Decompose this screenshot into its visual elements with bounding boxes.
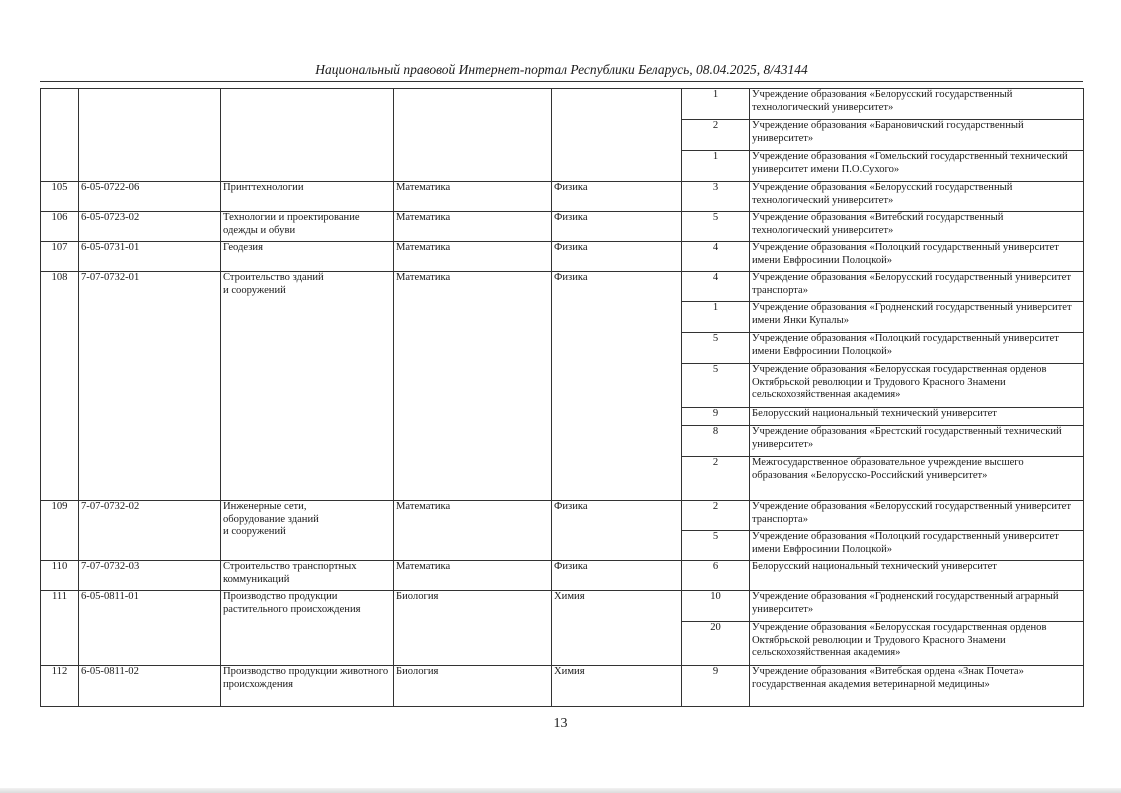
institution-name: Учреждение образования «Гродненский государственный университет имени Янки Купалы» (750, 302, 1084, 333)
row-number: 110 (41, 561, 79, 591)
row-number (41, 89, 79, 182)
subject-2: Физика (552, 212, 682, 242)
institution-name: Белорусский национальный технический университет (750, 408, 1084, 426)
admission-plan: 20 (682, 622, 750, 666)
row-number: 111 (41, 591, 79, 666)
subject-2: Физика (552, 182, 682, 212)
admission-plan: 5 (682, 531, 750, 561)
subject-2: Физика (552, 242, 682, 272)
institution-name: Учреждение образования «Полоцкий государственный университет имени Евфросинии Полоцкой» (750, 242, 1084, 272)
specialty-name: Производство продукции животного происхождения (221, 666, 394, 707)
specialty-code: 6-05-0722-06 (79, 182, 221, 212)
admission-plan: 1 (682, 302, 750, 333)
subject-1: Математика (394, 212, 552, 242)
table-row (41, 591, 1084, 622)
table-row (41, 272, 1084, 302)
specialty-name: Технологии и проектирование одежды и обуви (221, 212, 394, 242)
institution-name: Учреждение образования «Полоцкий государственный университет имени Евфросинии Полоцкой» (750, 333, 1084, 364)
table-row (41, 242, 1084, 272)
institution-name: Учреждение образования «Белорусский государственный технологический университет» (750, 182, 1084, 212)
specialty-code: 6-05-0811-01 (79, 591, 221, 666)
admission-plan: 4 (682, 242, 750, 272)
institution-name: Учреждение образования «Белорусская государственная орденов Октябрьской революции и Трудового Красного Знамени сельскохозяйственная академия» (750, 622, 1084, 666)
admission-plan: 2 (682, 501, 750, 531)
specialty-code: 6-05-0731-01 (79, 242, 221, 272)
subject-2 (552, 89, 682, 182)
admission-plan: 4 (682, 272, 750, 302)
subject-1: Математика (394, 272, 552, 501)
admission-plan: 6 (682, 561, 750, 591)
admission-plan: 8 (682, 426, 750, 457)
subject-1: Математика (394, 561, 552, 591)
subject-1: Биология (394, 591, 552, 666)
row-number: 112 (41, 666, 79, 707)
specialty-name: Принттехнологии (221, 182, 394, 212)
specialty-code (79, 89, 221, 182)
table-row (41, 89, 1084, 120)
institution-name: Учреждение образования «Гомельский государственный технический университет имени П.О.Сухого» (750, 151, 1084, 182)
admission-plan: 1 (682, 89, 750, 120)
institution-name: Учреждение образования «Барановичский государственный университет» (750, 120, 1084, 151)
page-header: Национальный правовой Интернет-портал Республики Беларусь, 08.04.2025, 8/43144 (40, 62, 1083, 82)
institution-name: Учреждение образования «Витебский государственный технологический университет» (750, 212, 1084, 242)
specialty-code: 6-05-0811-02 (79, 666, 221, 707)
specialty-name: Производство продукции растительного происхождения (221, 591, 394, 666)
table-row (41, 666, 1084, 707)
specialty-name (221, 89, 394, 182)
subject-2: Физика (552, 561, 682, 591)
row-number: 107 (41, 242, 79, 272)
admission-plan: 5 (682, 333, 750, 364)
admission-plan: 5 (682, 364, 750, 408)
admission-plan: 3 (682, 182, 750, 212)
institution-name: Учреждение образования «Гродненский государственный аграрный университет» (750, 591, 1084, 622)
row-number: 108 (41, 272, 79, 501)
subject-1: Математика (394, 242, 552, 272)
row-number: 105 (41, 182, 79, 212)
specialties-table (40, 88, 1084, 707)
specialty-code: 6-05-0723-02 (79, 212, 221, 242)
admission-plan: 9 (682, 666, 750, 707)
subject-2: Химия (552, 666, 682, 707)
table-row (41, 561, 1084, 591)
admission-plan: 5 (682, 212, 750, 242)
subject-1: Математика (394, 501, 552, 561)
table-row (41, 182, 1084, 212)
specialty-name: Геодезия (221, 242, 394, 272)
specialty-name: Строительство транспортных коммуникаций (221, 561, 394, 591)
institution-name: Межгосударственное образовательное учреждение высшего образования «Белорусско-Российский университет» (750, 457, 1084, 501)
scan-edge (0, 788, 1121, 793)
institution-name: Учреждение образования «Белорусский государственный университет транспорта» (750, 501, 1084, 531)
row-number: 109 (41, 501, 79, 561)
subject-1: Математика (394, 182, 552, 212)
subject-2: Физика (552, 272, 682, 501)
specialty-code: 7-07-0732-02 (79, 501, 221, 561)
institution-name: Белорусский национальный технический университет (750, 561, 1084, 591)
row-number: 106 (41, 212, 79, 242)
admission-plan: 2 (682, 120, 750, 151)
specialty-name: Строительство зданий и сооружений (221, 272, 394, 501)
subject-1 (394, 89, 552, 182)
institution-name: Учреждение образования «Белорусский государственный технологический университет» (750, 89, 1084, 120)
table-row (41, 212, 1084, 242)
institution-name: Учреждение образования «Белорусская государственная орденов Октябрьской революции и Трудового Красного Знамени сельскохозяйственная академия» (750, 364, 1084, 408)
admission-plan: 1 (682, 151, 750, 182)
admission-plan: 2 (682, 457, 750, 501)
subject-2: Химия (552, 591, 682, 666)
institution-name: Учреждение образования «Полоцкий государственный университет имени Евфросинии Полоцкой» (750, 531, 1084, 561)
specialty-name: Инженерные сети, оборудование зданий и сооружений (221, 501, 394, 561)
subject-2: Физика (552, 501, 682, 561)
table-row (41, 501, 1084, 531)
institution-name: Учреждение образования «Брестский государственный технический университет» (750, 426, 1084, 457)
specialty-code: 7-07-0732-01 (79, 272, 221, 501)
institution-name: Учреждение образования «Белорусский государственный университет транспорта» (750, 272, 1084, 302)
admission-plan: 9 (682, 408, 750, 426)
institution-name: Учреждение образования «Витебская ордена «Знак Почета» государственная академия ветеринарной медицины» (750, 666, 1084, 707)
subject-1: Биология (394, 666, 552, 707)
admission-plan: 10 (682, 591, 750, 622)
page-number: 13 (553, 716, 568, 731)
specialty-code: 7-07-0732-03 (79, 561, 221, 591)
